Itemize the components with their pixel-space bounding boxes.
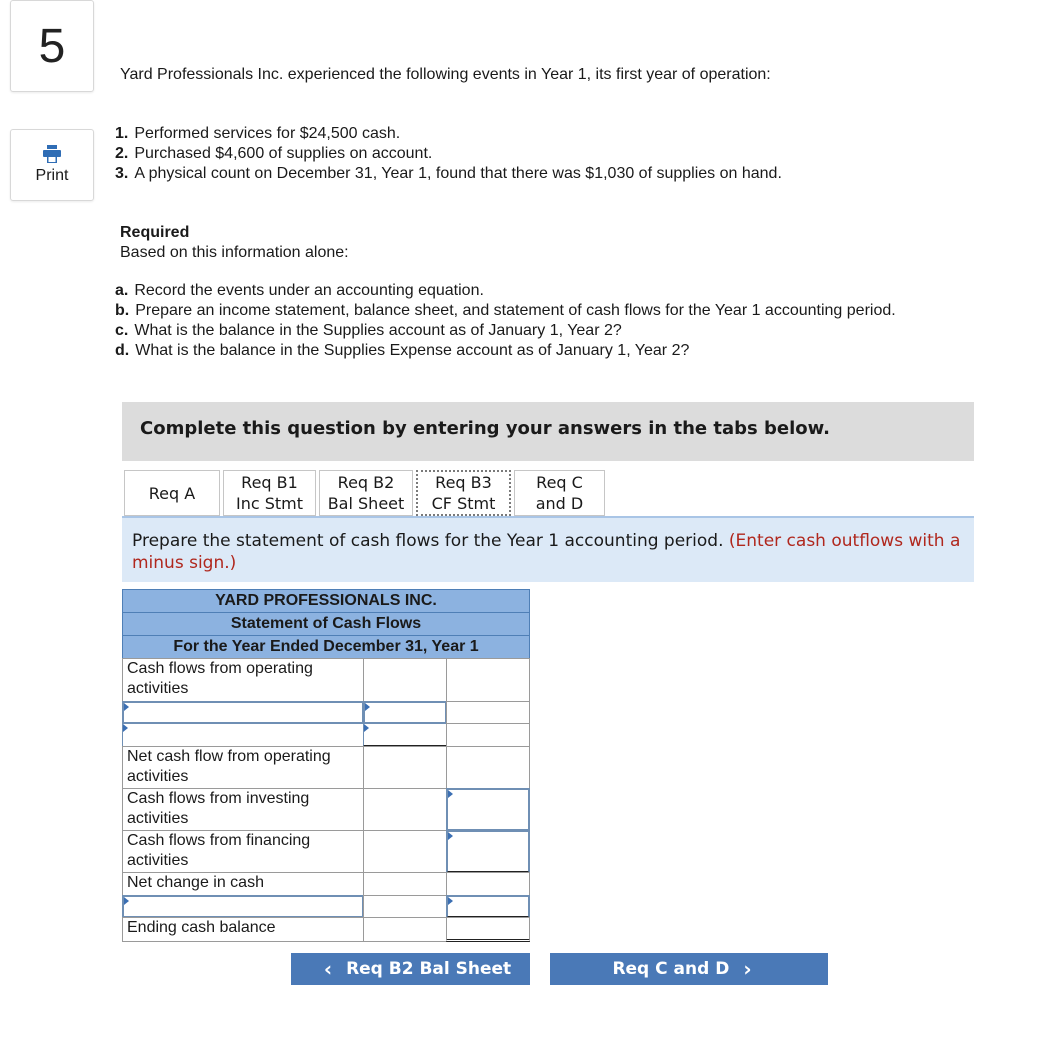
statement-period: For the Year Ended December 31, Year 1	[122, 635, 530, 659]
financing-amount-input[interactable]	[446, 830, 530, 873]
empty-cell	[446, 658, 530, 702]
prev-tab-button[interactable]: ‹ Req B2 Bal Sheet	[291, 953, 530, 985]
requirement-item: c. What is the balance in the Supplies account as of January 1, Year 2?	[115, 322, 622, 339]
event-item: 1. Performed services for $24,500 cash.	[115, 125, 401, 142]
empty-cell	[363, 895, 447, 918]
operating-item-1-amount-input[interactable]	[363, 701, 447, 724]
required-section	[120, 223, 349, 263]
requirement-item: d. What is the balance in the Supplies Expense account as of January 1, Year 2?	[115, 342, 690, 359]
requirement-item: b. Prepare an income statement, balance sheet, and statement of cash flows for the Year 1 accounting period.	[115, 302, 896, 319]
required-subheading: Based on this information alone:	[120, 244, 349, 261]
statement-title: Statement of Cash Flows	[122, 612, 530, 636]
events-list	[115, 124, 782, 184]
empty-cell	[446, 723, 530, 747]
beginning-balance-label-input[interactable]	[122, 895, 364, 918]
empty-cell	[363, 788, 447, 831]
question-number: 5	[38, 19, 66, 73]
requirements-list	[115, 281, 896, 361]
required-heading: Required	[120, 224, 190, 241]
printer-icon	[42, 145, 62, 163]
banner-text: Complete this question by entering your answers in the tabs below.	[140, 418, 830, 439]
tab-instruction	[122, 518, 974, 582]
investing-amount-input[interactable]	[446, 788, 530, 831]
tab-req-b3[interactable]: Req B3 CF Stmt	[416, 470, 511, 516]
next-tab-button[interactable]: Req C and D ›	[550, 953, 828, 985]
company-name: YARD PROFESSIONALS INC.	[122, 589, 530, 613]
operating-item-1-label-input[interactable]	[122, 701, 364, 724]
empty-cell	[363, 830, 447, 873]
instructions-banner	[122, 402, 974, 461]
requirement-item: a. Record the events under an accounting equation.	[115, 282, 484, 299]
net-change-amount	[446, 872, 530, 896]
investing-label: Cash flows from investing activities	[122, 788, 364, 831]
print-label: Print	[35, 167, 69, 184]
empty-cell	[363, 917, 447, 942]
net-operating-amount	[446, 746, 530, 789]
net-change-label: Net change in cash	[122, 872, 364, 896]
instruction-note: (Enter cash outflows with a minus sign.)	[132, 531, 961, 573]
ending-balance-label: Ending cash balance	[122, 917, 364, 942]
operating-heading: Cash flows from operating activities	[122, 658, 364, 702]
empty-cell	[363, 872, 447, 896]
tab-req-b2[interactable]: Req B2 Bal Sheet	[319, 470, 413, 516]
event-item: 3. A physical count on December 31, Year 1, found that there was $1,030 of supplies on hand.	[115, 165, 782, 182]
empty-cell	[363, 746, 447, 789]
operating-item-2-label-input[interactable]	[122, 723, 364, 747]
operating-item-2-amount-input[interactable]	[363, 723, 447, 747]
intro-text: Yard Professionals Inc. experienced the following events in Year 1, its first year of operation:	[120, 66, 771, 83]
financing-label: Cash flows from financing activities	[122, 830, 364, 873]
chevron-left-icon: ‹	[323, 957, 333, 981]
beginning-balance-amount-input[interactable]	[446, 895, 530, 918]
instruction-main: Prepare the statement of cash flows for the Year 1 accounting period.	[132, 531, 724, 551]
empty-cell	[363, 658, 447, 702]
question-number-box	[10, 0, 94, 92]
event-item: 2. Purchased $4,600 of supplies on account.	[115, 145, 433, 162]
empty-cell	[446, 701, 530, 724]
tab-req-c-d[interactable]: Req C and D	[514, 470, 605, 516]
tab-req-b1[interactable]: Req B1 Inc Stmt	[223, 470, 316, 516]
print-button[interactable]	[10, 129, 94, 201]
ending-balance-amount	[446, 917, 530, 942]
tab-req-a[interactable]: Req A	[124, 470, 220, 516]
net-operating-label: Net cash flow from operating activities	[122, 746, 364, 789]
chevron-right-icon: ›	[743, 957, 752, 981]
